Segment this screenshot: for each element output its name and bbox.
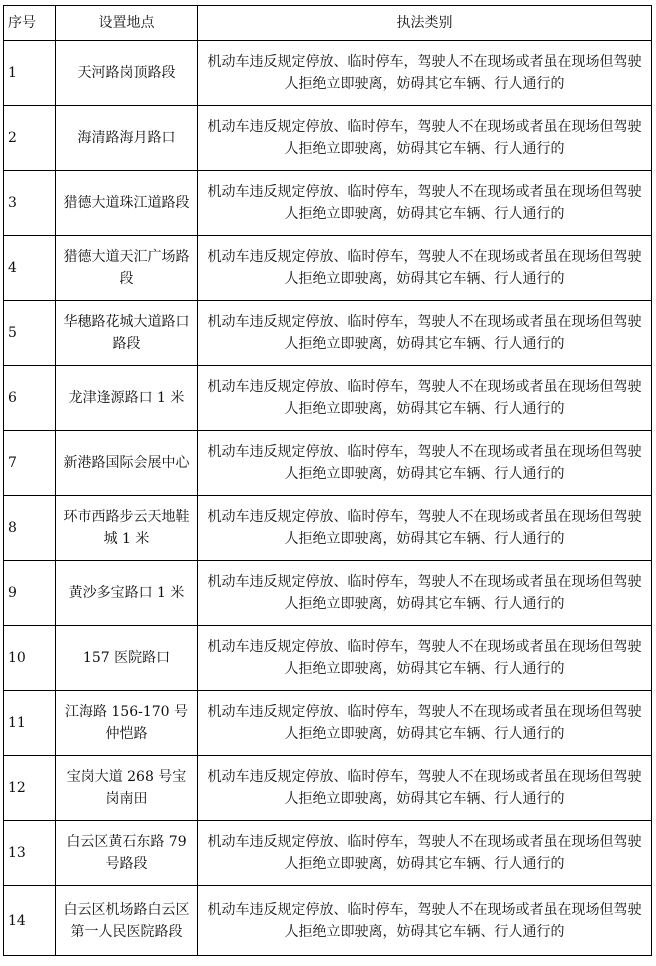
row-serial-number: 1	[4, 41, 56, 106]
header-enforcement-type: 执法类别	[198, 6, 652, 41]
row-enforcement-type: 机动车违反规定停放、临时停车，驾驶人不在现场或者虽在现场但驾驶人拒绝立即驶离，妨碍其它车辆、行人通行的	[198, 106, 652, 171]
row-enforcement-type: 机动车违反规定停放、临时停车，驾驶人不在现场或者虽在现场但驾驶人拒绝立即驶离，妨碍其它车辆、行人通行的	[198, 41, 652, 106]
row-enforcement-type: 机动车违反规定停放、临时停车，驾驶人不在现场或者虽在现场但驾驶人拒绝立即驶离，妨碍其它车辆、行人通行的	[198, 301, 652, 366]
row-location: 白云区黄石东路 79 号路段	[56, 821, 198, 886]
row-serial-number: 8	[4, 496, 56, 561]
row-location: 猎德大道天汇广场路段	[56, 236, 198, 301]
row-enforcement-type: 机动车违反规定停放、临时停车，驾驶人不在现场或者虽在现场但驾驶人拒绝立即驶离，妨碍其它车辆、行人通行的	[198, 496, 652, 561]
row-location: 龙津逢源路口 1 米	[56, 366, 198, 431]
row-location: 宝岗大道 268 号宝岗南田	[56, 756, 198, 821]
header-serial-number: 序号	[4, 6, 56, 41]
table-row	[4, 366, 652, 431]
table-row	[4, 691, 652, 756]
row-serial-number: 3	[4, 171, 56, 236]
row-serial-number: 5	[4, 301, 56, 366]
row-serial-number: 2	[4, 106, 56, 171]
row-serial-number: 10	[4, 626, 56, 691]
row-enforcement-type: 机动车违反规定停放、临时停车，驾驶人不在现场或者虽在现场但驾驶人拒绝立即驶离，妨碍其它车辆、行人通行的	[198, 171, 652, 236]
row-enforcement-type: 机动车违反规定停放、临时停车，驾驶人不在现场或者虽在现场但驾驶人拒绝立即驶离，妨碍其它车辆、行人通行的	[198, 366, 652, 431]
row-enforcement-type: 机动车违反规定停放、临时停车，驾驶人不在现场或者虽在现场但驾驶人拒绝立即驶离，妨碍其它车辆、行人通行的	[198, 431, 652, 496]
row-location: 黄沙多宝路口 1 米	[56, 561, 198, 626]
row-location: 环市西路步云天地鞋城 1 米	[56, 496, 198, 561]
table-row	[4, 301, 652, 366]
row-serial-number: 9	[4, 561, 56, 626]
row-location: 猎德大道珠江道路段	[56, 171, 198, 236]
row-serial-number: 4	[4, 236, 56, 301]
table-row	[4, 626, 652, 691]
table-row	[4, 106, 652, 171]
table-row	[4, 886, 652, 956]
row-enforcement-type: 机动车违反规定停放、临时停车，驾驶人不在现场或者虽在现场但驾驶人拒绝立即驶离，妨碍其它车辆、行人通行的	[198, 561, 652, 626]
row-serial-number: 14	[4, 886, 56, 956]
table-row	[4, 496, 652, 561]
row-enforcement-type: 机动车违反规定停放、临时停车，驾驶人不在现场或者虽在现场但驾驶人拒绝立即驶离，妨碍其它车辆、行人通行的	[198, 626, 652, 691]
row-enforcement-type: 机动车违反规定停放、临时停车，驾驶人不在现场或者虽在现场但驾驶人拒绝立即驶离，妨碍其它车辆、行人通行的	[198, 236, 652, 301]
row-enforcement-type: 机动车违反规定停放、临时停车，驾驶人不在现场或者虽在现场但驾驶人拒绝立即驶离，妨碍其它车辆、行人通行的	[198, 756, 652, 821]
row-enforcement-type: 机动车违反规定停放、临时停车，驾驶人不在现场或者虽在现场但驾驶人拒绝立即驶离，妨碍其它车辆、行人通行的	[198, 886, 652, 956]
row-serial-number: 11	[4, 691, 56, 756]
table-row	[4, 171, 652, 236]
row-enforcement-type: 机动车违反规定停放、临时停车，驾驶人不在现场或者虽在现场但驾驶人拒绝立即驶离，妨碍其它车辆、行人通行的	[198, 691, 652, 756]
row-serial-number: 12	[4, 756, 56, 821]
row-location: 海清路海月路口	[56, 106, 198, 171]
row-location: 江海路 156-170 号仲恺路	[56, 691, 198, 756]
table-row	[4, 756, 652, 821]
header-row	[4, 6, 652, 41]
table-row	[4, 561, 652, 626]
row-location: 白云区机场路白云区第一人民医院路段	[56, 886, 198, 956]
table-row	[4, 236, 652, 301]
enforcement-locations-table	[3, 5, 652, 956]
table-row	[4, 431, 652, 496]
row-location: 新港路国际会展中心	[56, 431, 198, 496]
table-row	[4, 821, 652, 886]
row-enforcement-type: 机动车违反规定停放、临时停车，驾驶人不在现场或者虽在现场但驾驶人拒绝立即驶离，妨碍其它车辆、行人通行的	[198, 821, 652, 886]
table-row	[4, 41, 652, 106]
row-serial-number: 13	[4, 821, 56, 886]
row-location: 157 医院路口	[56, 626, 198, 691]
row-location: 华穗路花城大道路口路段	[56, 301, 198, 366]
header-location: 设置地点	[56, 6, 198, 41]
row-location: 天河路岗顶路段	[56, 41, 198, 106]
table-header	[4, 6, 652, 41]
table-body	[4, 41, 652, 956]
row-serial-number: 7	[4, 431, 56, 496]
row-serial-number: 6	[4, 366, 56, 431]
